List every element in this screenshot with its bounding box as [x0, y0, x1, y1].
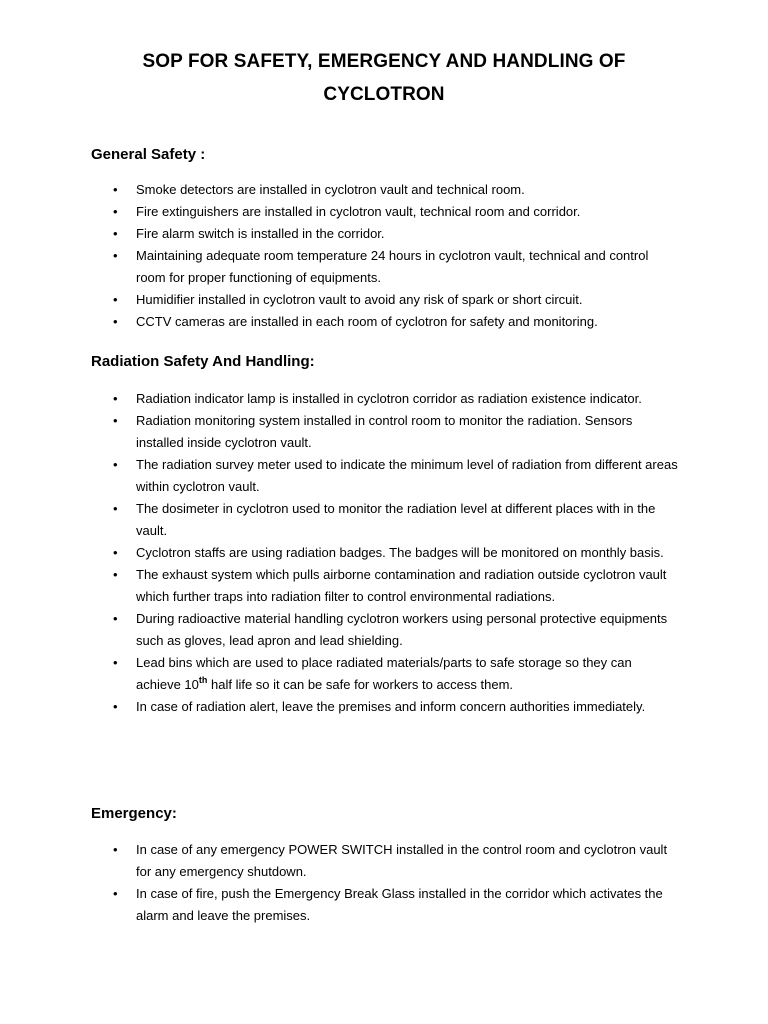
list-item: • Fire alarm switch is installed in the corridor.: [0, 223, 768, 245]
bullet-icon: •: [113, 545, 118, 560]
list-item: • Maintaining adequate room temperature 24 hours in cyclotron vault, technical and control room for proper functioning of equipments.: [0, 245, 768, 289]
list-item: • The exhaust system which pulls airborne contamination and radiation outside cyclotron vault which further traps into radiation filter to control environmental radiations.: [0, 564, 768, 608]
list-item: • During radioactive material handling cyclotron workers using personal protective equipments such as gloves, lead apron and lead shielding.: [0, 608, 768, 652]
list-item: • The dosimeter in cyclotron used to monitor the radiation level at different places with in the vault.: [0, 498, 768, 542]
bullet-icon: •: [113, 699, 118, 714]
bullet-icon: •: [113, 314, 118, 329]
bullet-icon: •: [113, 413, 118, 428]
document-title-line-1: SOP FOR SAFETY, EMERGENCY AND HANDLING OF: [142, 51, 626, 72]
bullet-icon: •: [113, 611, 118, 626]
list-item: • In case of any emergency POWER SWITCH installed in the control room and cyclotron vault for any emergency shutdown.: [0, 839, 768, 883]
list-item: • Smoke detectors are installed in cyclotron vault and technical room.: [0, 179, 768, 201]
list-item: • In case of radiation alert, leave the premises and inform concern authorities immediately.: [0, 696, 768, 718]
list-item: • Radiation indicator lamp is installed in cyclotron corridor as radiation existence indicator.: [0, 388, 768, 410]
radiation-safety-heading: Radiation Safety And Handling:: [91, 353, 315, 370]
bullet-icon: •: [113, 391, 118, 406]
bullet-icon: •: [113, 226, 118, 241]
list-item: • Cyclotron staffs are using radiation badges. The badges will be monitored on monthly basis.: [0, 542, 768, 564]
list-item: • Lead bins which are used to place radiated materials/parts to safe storage so they can achieve 10th half life so it can be safe for workers to access them.: [0, 652, 768, 696]
list-item: • Humidifier installed in cyclotron vault to avoid any risk of spark or short circuit.: [0, 289, 768, 311]
list-item: • The radiation survey meter used to indicate the minimum level of radiation from different areas within cyclotron vault.: [0, 454, 768, 498]
list-item: • In case of fire, push the Emergency Break Glass installed in the corridor which activates the alarm and leave the premises.: [0, 883, 768, 927]
list-item: • Fire extinguishers are installed in cyclotron vault, technical room and corridor.: [0, 201, 768, 223]
emergency-list: [0, 839, 768, 927]
bullet-icon: •: [113, 292, 118, 307]
emergency-heading: Emergency:: [91, 805, 177, 822]
bullet-icon: •: [113, 248, 118, 263]
bullet-icon: •: [113, 842, 118, 857]
list-item: • CCTV cameras are installed in each room of cyclotron for safety and monitoring.: [0, 311, 768, 333]
bullet-icon: •: [113, 886, 118, 901]
bullet-icon: •: [113, 182, 118, 197]
bullet-icon: •: [113, 457, 118, 472]
superscript-th: th: [198, 674, 208, 685]
bullet-icon: •: [113, 501, 118, 516]
bullet-icon: •: [113, 204, 118, 219]
list-item: • Radiation monitoring system installed in control room to monitor the radiation. Sensors installed inside cyclotron vault.: [0, 410, 768, 454]
bullet-icon: •: [113, 655, 118, 670]
bullet-icon: •: [113, 567, 118, 582]
general-safety-list: [0, 179, 768, 333]
radiation-safety-list: [0, 388, 768, 718]
general-safety-heading: General Safety :: [91, 146, 206, 163]
document-title-line-2: CYCLOTRON: [323, 84, 445, 105]
